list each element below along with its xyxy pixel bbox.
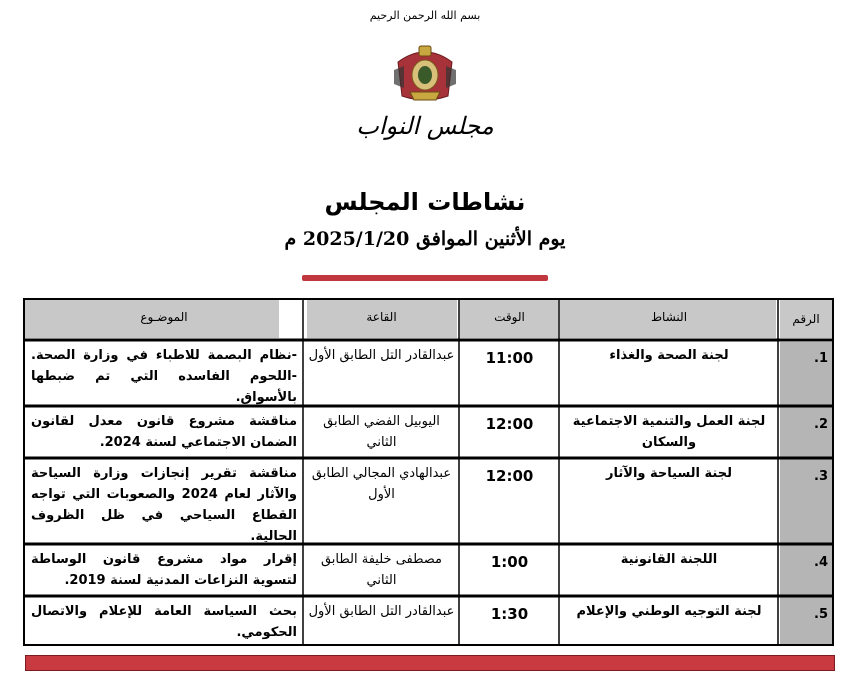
row-1-time: 11:00 bbox=[485, 349, 534, 367]
row-1-number: 1. bbox=[814, 351, 828, 366]
row-5-time: 1:30 bbox=[490, 605, 529, 623]
row-4-topic: إقرار مواد مشروع قانون الوساطة لتسوية النزاعات المدنية لسنة 2019. bbox=[31, 552, 297, 588]
parliament-logo-text: مجلس النواب bbox=[356, 112, 494, 140]
row-2-hall: اليوبيل الفضي الطابق الثاني bbox=[323, 414, 440, 450]
footer-bar bbox=[25, 655, 835, 671]
row-5-hall: عبدالقادر التل الطابق الأول bbox=[308, 604, 455, 619]
row-3-activity: لجنة السياحة والآثار bbox=[606, 466, 732, 481]
row-2-activity: لجنة العمل والتنمية الاجتماعية والسكان bbox=[572, 414, 766, 450]
row-4-time: 1:00 bbox=[490, 553, 529, 571]
row-3-number: 3. bbox=[814, 469, 828, 484]
row-2-number: 2. bbox=[814, 417, 828, 432]
divider-bar bbox=[302, 275, 548, 281]
number-column-bg bbox=[780, 342, 832, 644]
row-4-activity: اللجنة القانونية bbox=[620, 552, 718, 567]
coat-of-arms-icon bbox=[390, 40, 460, 104]
header-topic: الموضـوع bbox=[140, 310, 188, 324]
header-hall: القاعة bbox=[366, 310, 397, 324]
row-2-topic: مناقشة مشروع قانون معدل لقانون الضمان الاجتماعي لسنة 2024. bbox=[31, 414, 297, 450]
row-5-number: 5. bbox=[814, 607, 828, 622]
header-time: الوقت bbox=[494, 310, 525, 324]
activities-table bbox=[23, 298, 834, 646]
page-title: نشاطات المجلس bbox=[324, 188, 526, 216]
row-1-activity: لجنة الصحة والغذاء bbox=[609, 348, 729, 363]
header-activity: النشاط bbox=[650, 310, 688, 324]
row-5-topic: بحث السياسة العامة للإعلام والاتصال الحكومي. bbox=[31, 604, 297, 640]
row-1-hall: عبدالقادر التل الطابق الأول bbox=[308, 348, 455, 363]
header-number: الرقم bbox=[792, 312, 820, 326]
row-3-time: 12:00 bbox=[485, 467, 534, 485]
row-1-topic: -نظام البصمة للاطباء في وزارة الصحة. -اللحوم الفاسده التي تم ضبطها بالأسواق. bbox=[31, 348, 297, 405]
page-subtitle: يوم الأثنين الموافق 2025/1/20 م bbox=[284, 228, 566, 250]
row-3-hall: عبدالهادي المجالي الطابق الأول bbox=[311, 466, 452, 502]
row-5-activity: لجنة التوجيه الوطني والإعلام bbox=[576, 604, 762, 619]
row-2-time: 12:00 bbox=[485, 415, 534, 433]
basmala: بسم الله الرحمن الرحيم bbox=[369, 9, 481, 22]
row-3-topic: مناقشة تقرير إنجازات وزارة السياحة والآثار لعام 2024 والصعوبات التي تواجه القطاع السياحي في ظل الظروف الحالية. bbox=[31, 466, 297, 544]
row-4-hall: مصطفى خليفة الطابق الثاني bbox=[320, 552, 443, 588]
row-4-number: 4. bbox=[814, 555, 828, 570]
